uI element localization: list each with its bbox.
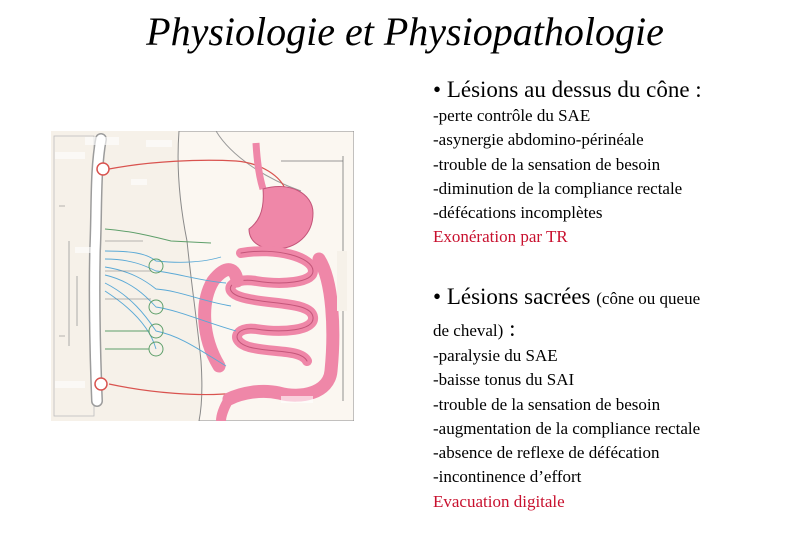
section2-item: -absence de reflexe de défécation bbox=[433, 443, 660, 463]
section2-item: -augmentation de la compliance rectale bbox=[433, 418, 701, 438]
section1-item: -perte contrôle du SAE bbox=[433, 106, 591, 125]
section1-list bbox=[433, 104, 803, 250]
section2-item: -trouble de la sensation de besoin bbox=[433, 394, 661, 414]
section1-item: -asynergie abdomino-périnéale bbox=[433, 130, 644, 150]
slide-title: Physiologie et Physiopathologie bbox=[146, 9, 664, 54]
section2-heading-colon: : bbox=[509, 316, 516, 341]
section2-item: -incontinence d’effort bbox=[433, 467, 582, 487]
section1-item: -défécations incomplètes bbox=[433, 203, 603, 223]
section1-bullet: • bbox=[433, 77, 442, 102]
section2-heading-cont bbox=[433, 315, 515, 345]
section2-conclusion: Evacuation digitale bbox=[433, 491, 565, 511]
section2-heading-note-cont: de cheval) bbox=[433, 321, 504, 340]
section1-heading bbox=[433, 76, 702, 104]
section2-list bbox=[433, 344, 803, 514]
section2-heading bbox=[433, 283, 700, 313]
digestive-innervation-figure bbox=[51, 131, 354, 421]
section2-heading-note: (cône ou queue bbox=[596, 289, 701, 308]
section2-heading-text: Lésions sacrées bbox=[446, 284, 591, 309]
digestive-innervation-illustration bbox=[51, 131, 354, 421]
section1-conclusion: Exonération par TR bbox=[433, 227, 568, 247]
section1-item: -diminution de la compliance rectale bbox=[433, 178, 683, 198]
section2-item: -baisse tonus du SAI bbox=[433, 370, 575, 390]
section1-item: -trouble de la sensation de besoin bbox=[433, 154, 661, 174]
section2-item: -paralysie du SAE bbox=[433, 346, 558, 365]
section1-heading-text: Lésions au dessus du cône : bbox=[446, 77, 702, 102]
section2-bullet: • bbox=[433, 284, 442, 309]
